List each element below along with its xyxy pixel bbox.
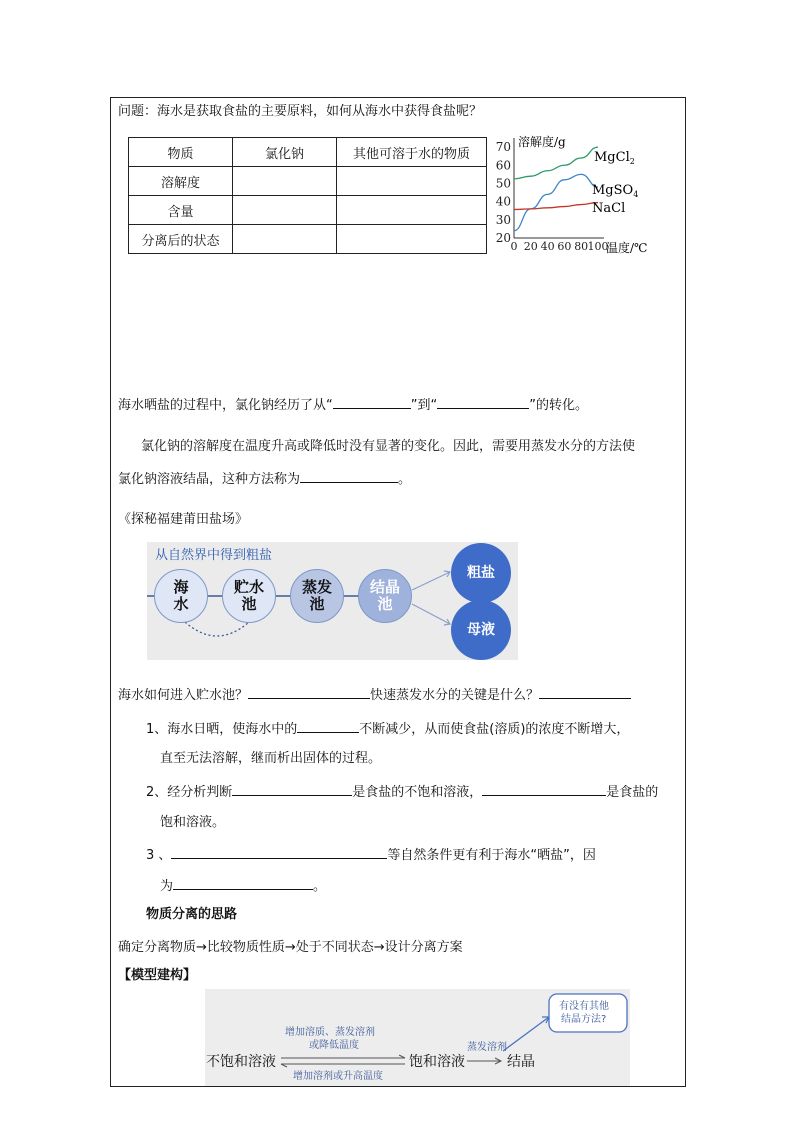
salt-field-process-diagram (147, 542, 518, 660)
y-tick-label: 20 (495, 231, 511, 245)
y-tick-label: 70 (495, 140, 511, 155)
y-axis-label: 溶解度/g (518, 135, 566, 149)
blank-field[interactable] (297, 719, 359, 733)
evaporate-solvent-label: 蒸发溶剂 (467, 1042, 507, 1053)
reverse-condition: 增加溶剂或升高温度 (293, 1071, 383, 1082)
crystallization-pond-node: 结晶 池 (358, 569, 412, 623)
question-text: 问题：海水是获取食盐的主要原料，如何从海水中获得食盐呢？ (118, 104, 483, 119)
table-row (129, 167, 487, 196)
x-tick-label: 0 (510, 240, 518, 253)
blank-field[interactable] (539, 685, 631, 699)
table-cell[interactable] (233, 196, 337, 225)
series-label-mgcl2: MgCl$_2$ (594, 150, 635, 166)
blank-field[interactable] (300, 469, 398, 483)
series-line-mgso4 (514, 174, 598, 230)
blank-field[interactable] (333, 395, 411, 409)
series-line-nacl (514, 203, 598, 210)
table-row (129, 225, 487, 254)
table-row-label: 溶解度 (129, 167, 233, 196)
bubble-text-line1: 有没有其他 (559, 1001, 609, 1012)
paragraph-line: 氯化钠溶液结晶，这种方法称为 。 (118, 469, 411, 489)
seawater-node: 海 水 (154, 569, 208, 623)
table-header: 物质 (129, 138, 233, 167)
bubble-text-line2: 结晶方法? (561, 1014, 607, 1025)
x-tick-label: 20 (523, 240, 538, 253)
blank-field[interactable] (482, 782, 606, 796)
solubility-chart (494, 130, 664, 255)
y-tick-label: 40 (495, 194, 511, 209)
item-2-line: 2、经分析判断 是食盐的不饱和溶液， 是食盐的 (146, 782, 658, 802)
table-cell[interactable] (337, 225, 487, 254)
blank-field[interactable] (232, 782, 352, 796)
series-label-nacl: NaCl (592, 201, 626, 216)
y-tick-label: 50 (495, 176, 511, 191)
series-line-mgcl2 (514, 147, 598, 179)
process-title: 从自然界中得到粗盐 (155, 548, 273, 563)
x-axis-label: 温度/℃ (606, 241, 648, 255)
question-line: 海水如何进入贮水池？ 快速蒸发水分的关键是什么？ (118, 685, 631, 705)
x-tick-label: 100 (587, 240, 609, 253)
table-header: 氯化钠 (233, 138, 337, 167)
table-header: 其他可溶于水的物质 (337, 138, 487, 167)
table-cell[interactable] (337, 167, 487, 196)
table-cell[interactable] (337, 196, 487, 225)
blank-field[interactable] (248, 685, 370, 699)
evaporation-pond-node: 蒸发 池 (290, 569, 344, 623)
saturation-model-diagram (205, 989, 630, 1086)
table-row-label: 含量 (129, 196, 233, 225)
blank-field[interactable] (437, 395, 529, 409)
item-3-line: 为 。 (160, 876, 326, 896)
table-row-label: 分离后的状态 (129, 225, 233, 254)
forward-condition-line2: 或降低温度 (309, 1040, 359, 1051)
y-tick-label: 60 (495, 158, 511, 173)
item-1-line: 直至无法溶解，继而析出固体的过程。 (160, 751, 382, 766)
crystallization-label: 结晶 (507, 1054, 535, 1070)
y-tick-label: 30 (495, 212, 511, 227)
storage-pond-node: 贮水 池 (222, 569, 276, 623)
section-title: 《探秘福建莆田盐场》 (118, 512, 249, 527)
table-row (129, 196, 487, 225)
model-title: 【模型建构】 (118, 968, 197, 983)
property-table (128, 137, 487, 254)
thinking-title: 物质分离的思路 (146, 907, 238, 922)
paragraph-line: 氯化钠的溶解度在温度升高或降低时没有显著的变化。因此，需要用蒸发水分的方法使 (141, 439, 636, 454)
x-tick-label: 60 (557, 240, 572, 253)
conversion-sentence: 海水晒盐的过程中，氯化钠经历了从“ ”到“ ”的转化。 (118, 395, 588, 415)
table-cell[interactable] (233, 225, 337, 254)
blank-field[interactable] (173, 876, 313, 890)
item-1-line: 1、海水日晒，使海水中的 不断减少，从而使食盐(溶质)的浓度不断增大， (146, 719, 629, 739)
x-tick-label: 80 (574, 240, 589, 253)
thinking-text: 确定分离物质→比较物质性质→处于不同状态→设计分离方案 (118, 940, 463, 955)
crude-salt-node: 粗盐 (451, 543, 511, 603)
table-cell[interactable] (233, 167, 337, 196)
saturated-solution-label: 饱和溶液 (409, 1054, 465, 1070)
item-2-line: 饱和溶液。 (160, 815, 226, 830)
x-tick-label: 40 (540, 240, 555, 253)
mother-liquor-node: 母液 (451, 600, 511, 660)
series-label-mgso4: MgSO$_4$ (592, 183, 639, 199)
table-row (129, 138, 487, 167)
blank-field[interactable] (171, 845, 387, 859)
unsaturated-solution-label: 不饱和溶液 (206, 1054, 276, 1070)
forward-condition-line1: 增加溶质、蒸发溶剂 (285, 1027, 375, 1038)
item-3-line: 3 、 等自然条件更有利于海水“晒盐”，因 (146, 845, 596, 865)
